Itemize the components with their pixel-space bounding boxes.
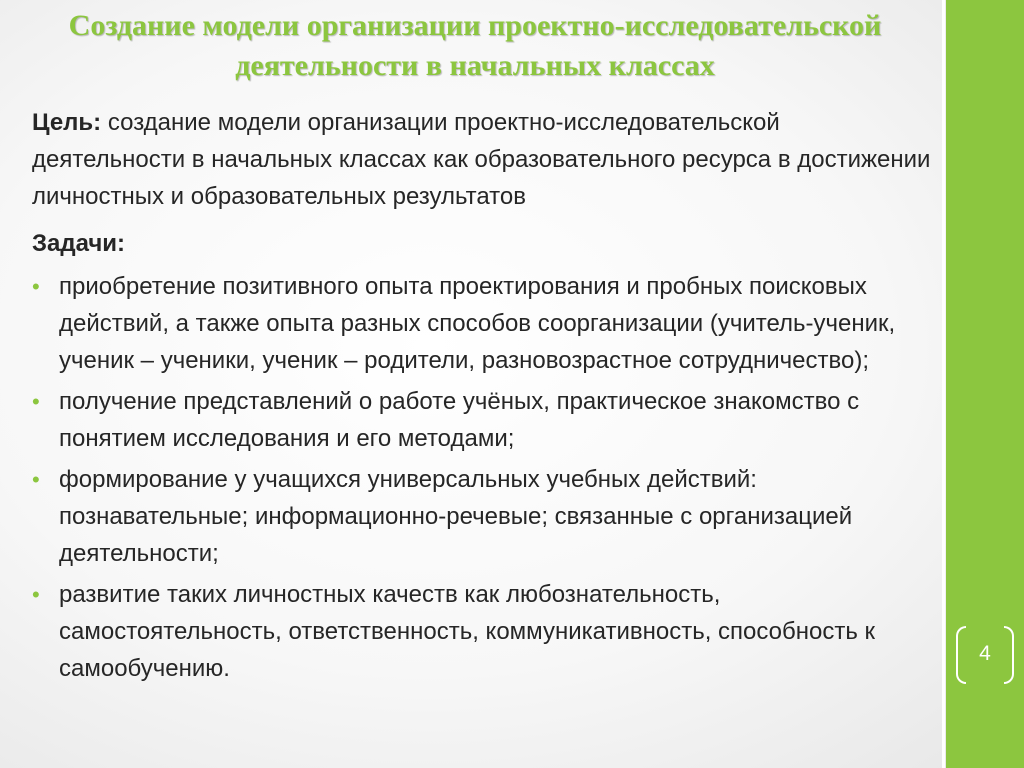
task-item [32, 576, 938, 687]
tasks-heading: Задачи: [32, 230, 126, 257]
white-divider-line [942, 0, 945, 768]
slide-title: Создание модели организации проектно-исследовательской деятельности в начальных классах [68, 9, 882, 82]
tasks-list [32, 268, 938, 687]
task-item [32, 461, 938, 572]
task-text: развитие таких личностных качеств как любознательность, самостоятельность, ответственность, коммуникативность, способность к самообучению. [59, 581, 875, 682]
task-text: приобретение позитивного опыта проектирования и пробных поисковых действий, а также опыта разных способов соорганизации (учитель-ученик, ученик – ученики, ученик – родители, разновозрастное сотрудничество); [59, 273, 896, 374]
page-number: 4 [979, 642, 991, 665]
task-text: формирование у учащихся универсальных учебных действий: познавательные; информационно-речевые; связанные с организацией деятельности; [59, 466, 853, 567]
task-item [32, 383, 938, 457]
task-item [32, 268, 938, 379]
right-brace-icon [1004, 626, 1014, 684]
goal-paragraph [32, 104, 938, 215]
bullet-icon: • [32, 582, 40, 607]
bullet-icon: • [32, 389, 40, 414]
bullet-icon: • [32, 274, 40, 299]
slide-content [32, 104, 938, 691]
goal-text: создание модели организации проектно-исследовательской деятельности в начальных классах как образовательного ресурса в достижении личностных и образовательных результатов [32, 109, 931, 210]
goal-label: Цель: [32, 109, 102, 136]
bullet-icon: • [32, 467, 40, 492]
page-number-badge [956, 626, 1014, 688]
task-text: получение представлений о работе учёных, практическое знакомство с понятием исследования и его методами; [59, 388, 860, 452]
